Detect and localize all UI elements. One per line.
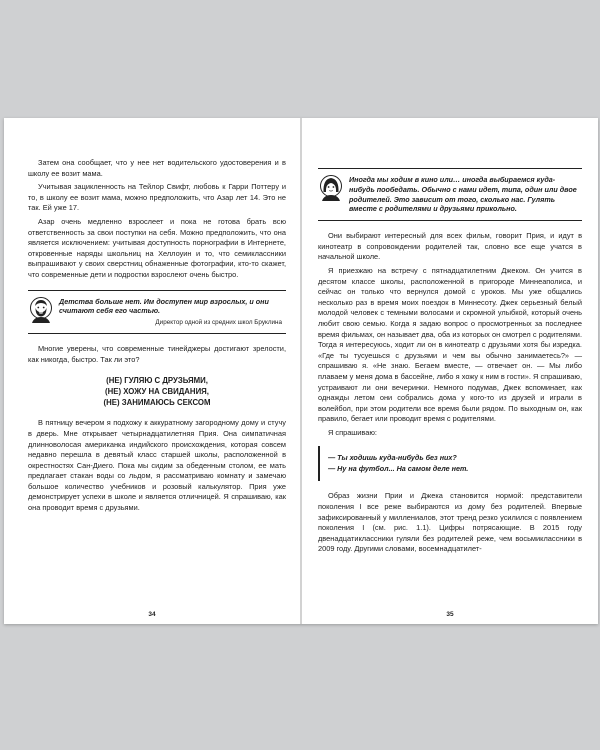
heading-line: (НЕ) ГУЛЯЮ С ДРУЗЬЯМИ, (106, 376, 208, 386)
dialog-line: — Ну на футбол... На самом деле нет. (328, 463, 469, 473)
paragraph: Азар очень медленно взрослеет и пока не готова брать всю ответственность за свои поступки на себя. Можно предположить, что она является исключением: учитывая доступность порнографии в Интернете, откровенные наряды школьниц на Хеллоуин и то, что семиклассники выпрашивают у своих сверстниц обнаженные фотографии, кто-то скажет, что современные дети и подростки взрослеют очень быстро. (28, 216, 286, 279)
quote-body (349, 175, 578, 214)
dialog-line: — Ты ходишь куда-нибудь без них? (328, 453, 457, 463)
heading-line: (НЕ) ЗАНИМАЮСЬ СЕКСОМ (103, 398, 211, 408)
paragraph: Учитывая зацикленность на Тейлор Свифт, любовь к Гарри Поттеру и то, в школу ее возит мама, можно предположить, что Азар лет 14. Это не так. Ей уже 17. (28, 182, 286, 213)
left-page (4, 118, 300, 624)
paragraph: Многие уверены, что современные тинейджеры достигают зрелости, как никогда, быстро. Так ли это? (28, 344, 286, 364)
section-heading (28, 375, 286, 408)
man-avatar-icon (30, 297, 52, 323)
right-page (302, 118, 598, 624)
page-number: 34 (148, 611, 156, 618)
page-number: 35 (446, 611, 454, 618)
paragraph: Затем она сообщает, что у нее нет водительского удостоверения и в школу ее возит мама. (28, 158, 286, 178)
woman-avatar-icon (320, 175, 342, 201)
dialog-block (318, 446, 582, 481)
heading-line: (НЕ) ХОЖУ НА СВИДАНИЯ, (105, 387, 209, 397)
quote-text: Детства больше нет. Им доступен мир взрослых, и они считают себя его частью. (59, 296, 269, 316)
right-page-content (318, 168, 582, 555)
paragraph: Я спрашиваю: (328, 427, 377, 437)
quote-body (59, 297, 282, 328)
pull-quote (28, 290, 286, 335)
paragraph: Они выбирают интересный для всех фильм, говорит Прия, и идут в кинотеатр в сопровождении родителей так, словно все еще учатся в начальной школе. (318, 231, 582, 262)
pull-quote (318, 168, 582, 221)
quote-attribution: Директор одной из средних школ Бруклина (155, 319, 282, 327)
left-page-content (28, 158, 286, 514)
quote-text: Иногда мы ходим в кино или… иногда выбираемся куда-нибудь пообедать. Обычно с нами идет, типа, один или двое родителей. Это зависит от того, сколько нас. Гулять вместе с родителями и друзьями прикольно. (349, 175, 577, 214)
book-spread (4, 118, 598, 624)
paragraph: Образ жизни Прии и Джека становится нормой: представители поколения I все реже выбираются из дому без родителей. Впервые зафиксированный у миллениалов, этот тренд резко усилился с появлением поколения I (см. рис. 1.1). Цифры потрясающие. В 2015 году двенадцатиклассники гуляли без родителей реже, чем восьмиклассники в 2009 году. Другими словами, восемнадцатилет- (318, 491, 582, 554)
paragraph: Я приезжаю на встречу с пятнадцатилетним Джеком. Он учится в десятом классе школы, расположенной в пригороде Миннеаполиса, и сейчас он только что вернулся домой с уроков. Мы уже общались несколько раз в время моих поездок в Миннесоту. Джек серьезный белый молодой человек с темными волосами и скромной улыбкой, который очень любит свою семью. Когда я задаю вопрос о просмотренных за последнее время фильмах, он называет два, оба из которых он смотрел с родителями. Тогда я интересуюсь, ходит ли он в кинотеатр с друзьями хотя бы изредка. «Где ты тусуешься с друзьями и чем вы обычно занимаетесь?» — спрашиваю я. «Не знаю. Бегаем вместе, — отвечает он. — Мы либо плаваем у меня дома в бассейне, либо я хожу к ним в гости». Я спрашиваю, устраивают ли они вечеринки. Немного подумав, Джек вспоминает, как однажды летом они собрались дома у кого-то из друзей и играли в волейбол, при этом родители все время были рядом. По выходным он, как правило, бегает или проводит время с родителями. (318, 265, 582, 424)
paragraph: В пятницу вечером я подхожу к аккуратному загородному дому и стучу в дверь. Мне открывает четырнадцатилетняя Прия. Она симпатичная длинноволосая американка индийского происхождения, которая совсем недавно перешла в девятый класс старшей школы, расположенной в окрестностях Сан-Диего. Пока мы сидим за обеденным столом, ее мать предлагает стакан воды со льдом, я рассматриваю комнату и замечаю большое количество учебников и розовый калькулятор. Прия уже демонстрирует успехи в школе и является отличницей. Я спрашиваю, как она проводит время с друзьями. (28, 418, 286, 513)
